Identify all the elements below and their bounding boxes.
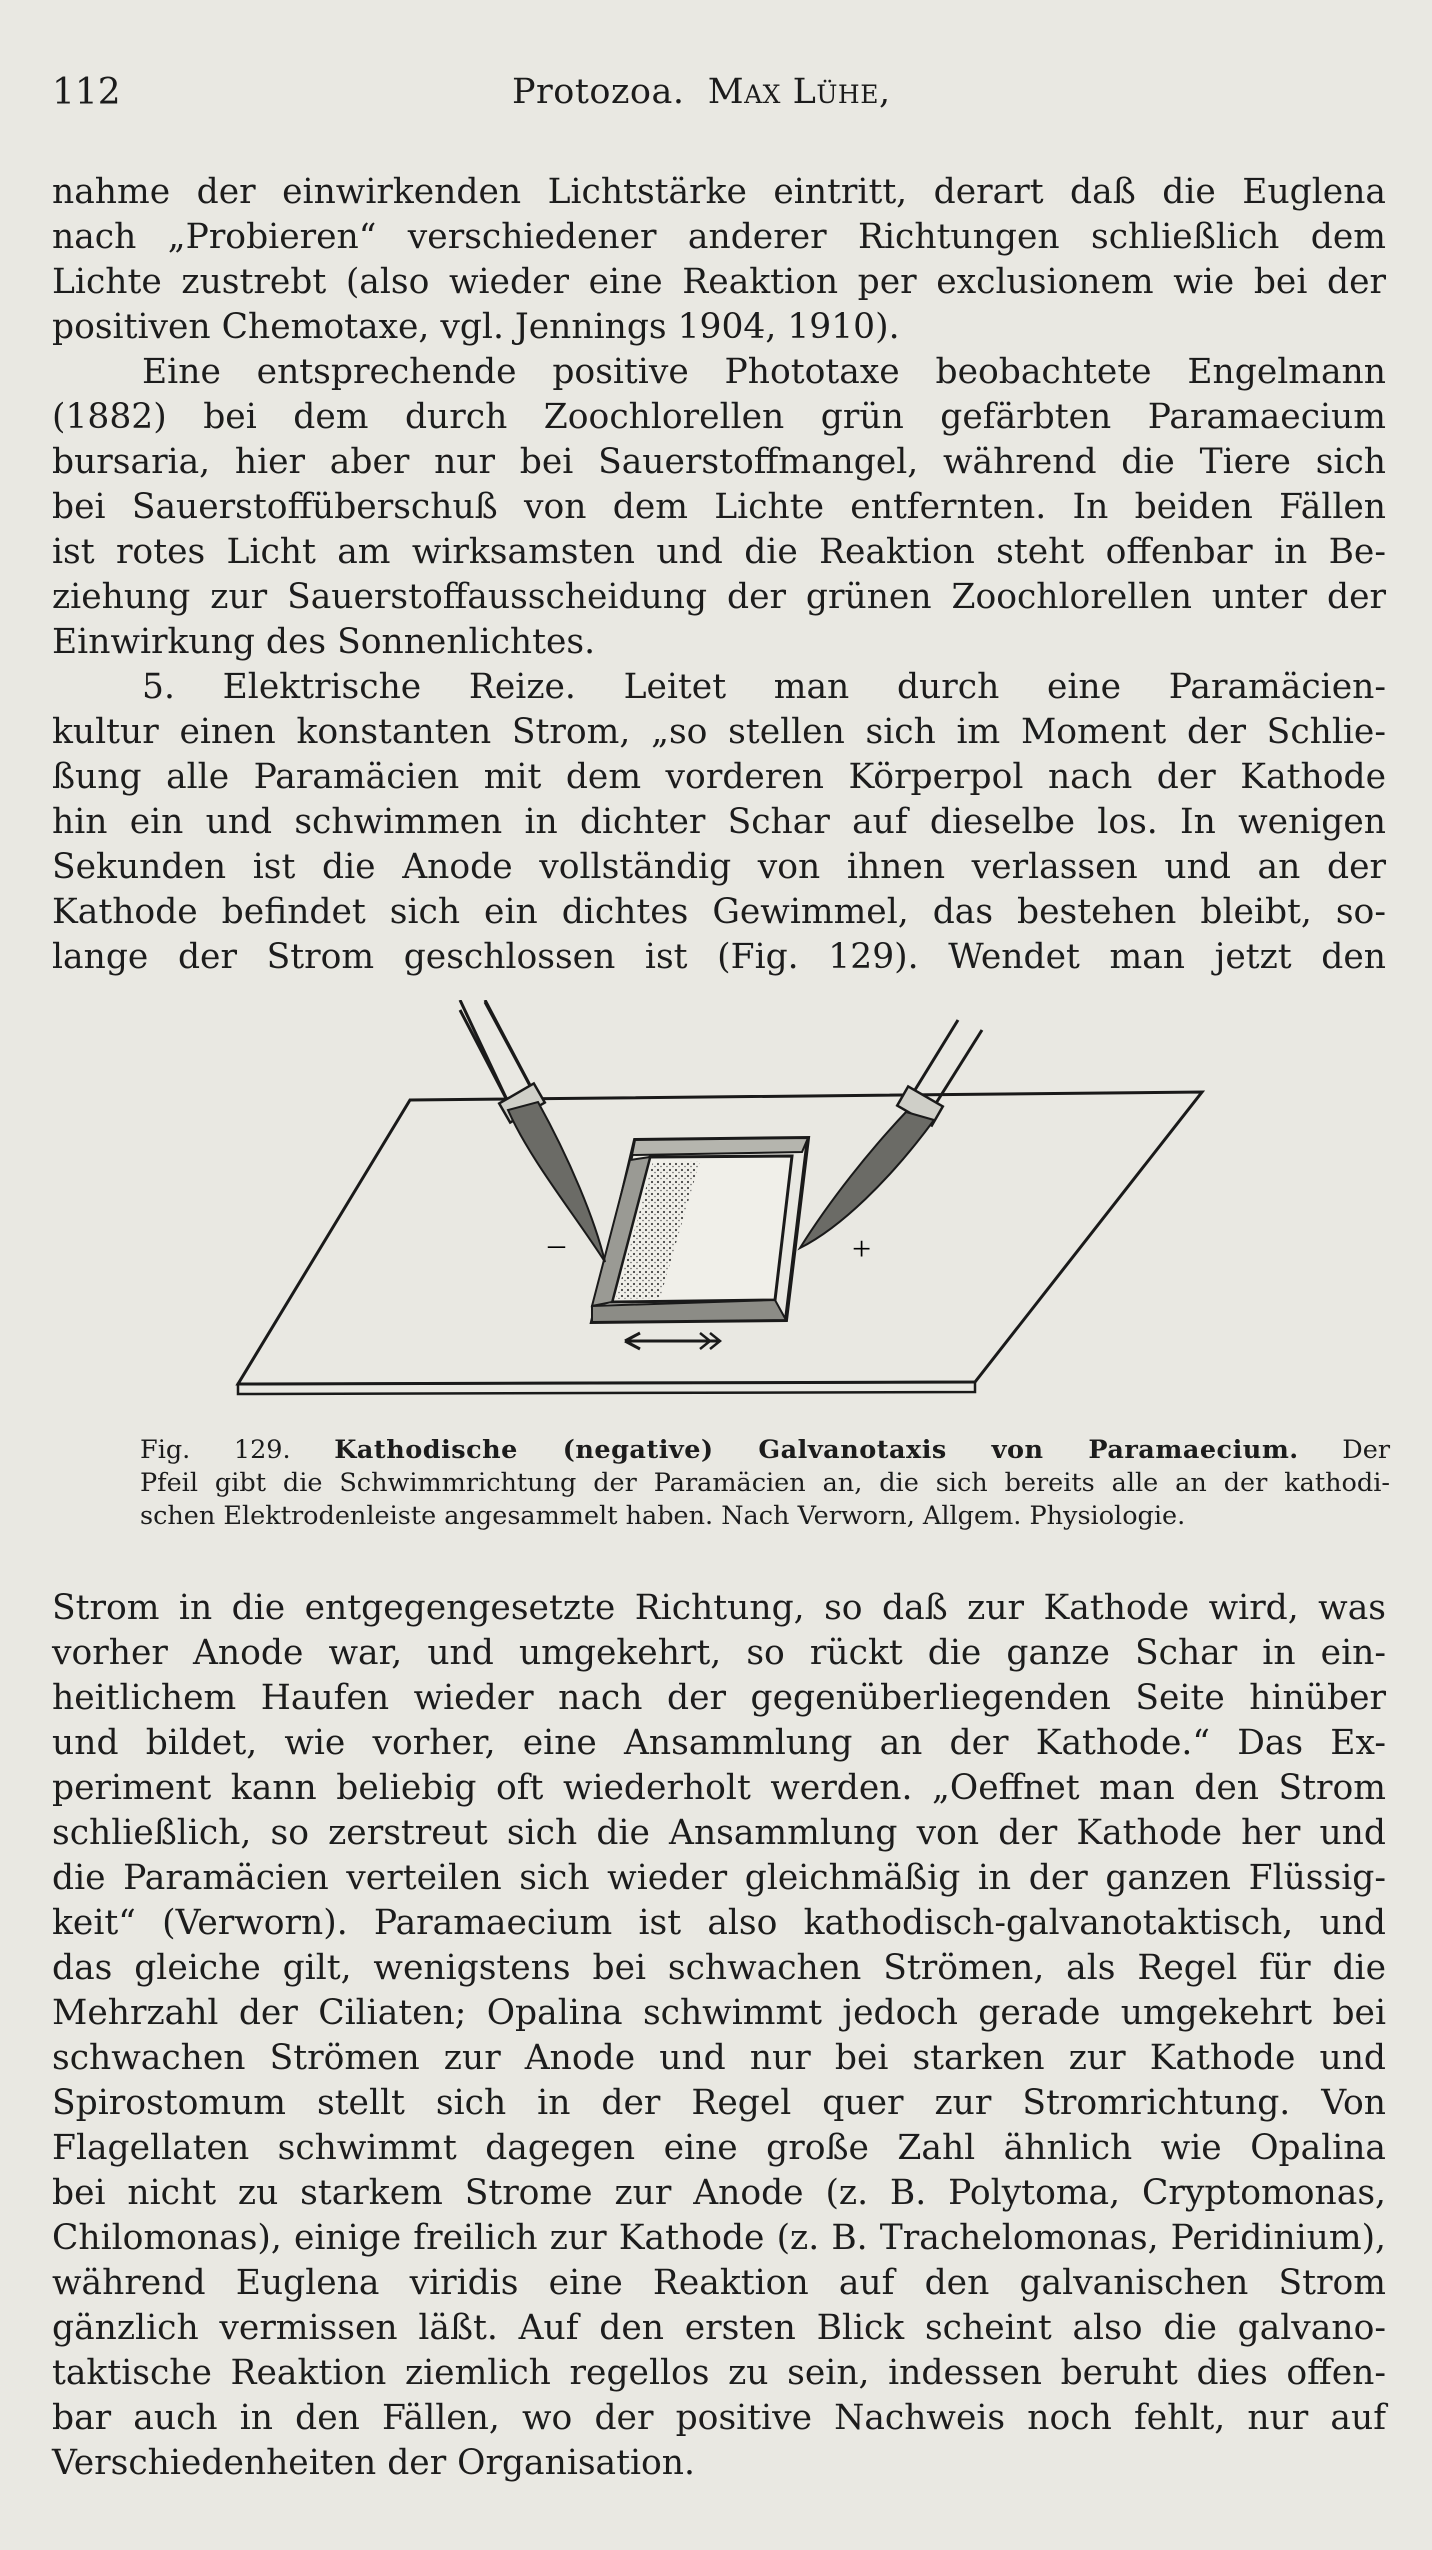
electrode-brush-right <box>800 1020 982 1248</box>
swim-direction-arrow <box>625 1333 720 1349</box>
text-line: und bildet, wie vorher, eine Ansammlung an der Kathode.“ Das Ex- <box>52 1723 1386 1763</box>
text-line: Lichte zustrebt (also wieder eine Reaktion per exclusionem wie bei der <box>52 262 1386 302</box>
text-line: (1882) bei dem durch Zoochlorellen grün gefärbten Paramaecium <box>52 397 1386 437</box>
text-line: keit“ (Verworn). Paramaecium ist also kathodisch-galvanotaktisch, und <box>52 1903 1386 1943</box>
text-line: ßung alle Paramäcien mit dem vorderen Körperpol nach der Kathode <box>52 757 1386 797</box>
text-line: nahme der einwirkenden Lichtstärke eintritt, derart daß die Euglena <box>52 172 1386 212</box>
plus-sign: + <box>852 1231 872 1268</box>
text-line: heitlichem Haufen wieder nach der gegenüberliegenden Seite hinüber <box>52 1678 1386 1718</box>
text-line: schließlich, so zerstreut sich die Ansammlung von der Kathode her und <box>52 1813 1386 1853</box>
text-line: Eine entsprechende positive Phototaxe beobachtete Engelmann <box>142 352 1386 392</box>
culture-chamber <box>592 1138 808 1322</box>
text-line: kultur einen konstanten Strom, „so stellen sich im Moment der Schlie- <box>52 712 1386 752</box>
running-head <box>512 72 891 112</box>
running-header <box>52 72 1380 122</box>
text-line: Einwirkung des Sonnenlichtes. <box>52 622 596 662</box>
text-line: bei Sauerstoffüberschuß von dem Lichte entfernten. In beiden Fällen <box>52 487 1386 527</box>
text-line: Flagellaten schwimmt dagegen eine große Zahl ähnlich wie Opalina <box>52 2128 1386 2168</box>
text-line: Kathode befindet sich ein dichtes Gewimmel, das bestehen bleibt, so- <box>52 892 1386 932</box>
caption-figure-label: Fig. 129. <box>140 1435 291 1465</box>
text-line: das gleiche gilt, wenigstens bei schwachen Strömen, als Regel für die <box>52 1948 1386 1988</box>
figure-caption <box>140 1434 1390 1533</box>
body-text-bottom <box>52 1586 1386 2486</box>
body-text-top <box>52 170 1386 980</box>
running-head-author: Max Lühe, <box>707 72 891 112</box>
text-line: gänzlich vermissen läßt. Auf den ersten Blick scheint also die galvano- <box>52 2308 1386 2348</box>
text-line: Spirostomum stellt sich in der Regel quer zur Stromrichtung. Von <box>52 2083 1386 2123</box>
minus-sign: – <box>548 1226 565 1263</box>
caption-line: schen Elektrodenleiste angesammelt haben. Nach Verworn, Allgem. Physiologie. <box>140 1501 1186 1531</box>
section-heading-line: 5. Elektrische Reize. Leitet man durch eine Paramäcien- <box>142 667 1386 707</box>
text-line: Sekunden ist die Anode vollständig von ihnen verlassen und an der <box>52 847 1386 887</box>
figure-galvanotaxis-illustration <box>230 1000 1210 1420</box>
caption-text: Der <box>1342 1435 1391 1465</box>
caption-line: Pfeil gibt die Schwimmrichtung der Paramäcien an, die sich bereits alle an der kathodi- <box>140 1468 1390 1498</box>
text-line: ziehung zur Sauerstoffausscheidung der grünen Zoochlorellen unter der <box>52 577 1386 617</box>
text-line: nach „Probieren“ verschiedener anderer Richtungen schließlich dem <box>52 217 1386 257</box>
text-line: taktische Reaktion ziemlich regellos zu sein, indessen beruht dies offen- <box>52 2353 1386 2393</box>
electrode-brush-left <box>460 1000 605 1262</box>
text-line: positiven Chemotaxe, vgl. Jennings 1904, 1910). <box>52 307 900 347</box>
running-head-prefix: Protozoa. <box>512 72 685 112</box>
caption-title: Kathodische (negative) Galvanotaxis von Paramaecium. <box>334 1435 1299 1465</box>
text-line: Verschiedenheiten der Organisation. <box>52 2443 695 2483</box>
text-line: hin ein und schwimmen in dichter Schar auf dieselbe los. In wenigen <box>52 802 1386 842</box>
text-line: lange der Strom geschlossen ist (Fig. 129). Wendet man jetzt den <box>52 937 1386 977</box>
text-line: Chilomonas), einige freilich zur Kathode (z. B. Trachelomonas, Peridinium), <box>52 2218 1386 2258</box>
text-line: Mehrzahl der Ciliaten; Opalina schwimmt jedoch gerade umgekehrt bei <box>52 1993 1386 2033</box>
page-number: 112 <box>52 72 121 113</box>
text-line: periment kann beliebig oft wiederholt werden. „Oeffnet man den Strom <box>52 1768 1386 1808</box>
text-line: ist rotes Licht am wirksamsten und die Reaktion steht offenbar in Be- <box>52 532 1386 572</box>
text-line: bei nicht zu starkem Strome zur Anode (z. B. Polytoma, Cryptomonas, <box>52 2173 1386 2213</box>
text-line: vorher Anode war, und umgekehrt, so rückt die ganze Schar in ein- <box>52 1633 1386 1673</box>
text-line: während Euglena viridis eine Reaktion auf den galvanischen Strom <box>52 2263 1386 2303</box>
caption-line <box>140 1434 1390 1467</box>
text-line: die Paramäcien verteilen sich wieder gleichmäßig in der ganzen Flüssig- <box>52 1858 1386 1898</box>
text-line: Strom in die entgegengesetzte Richtung, so daß zur Kathode wird, was <box>52 1588 1386 1628</box>
text-line: bursaria, hier aber nur bei Sauerstoffmangel, während die Tiere sich <box>52 442 1386 482</box>
text-line: schwachen Strömen zur Anode und nur bei starken zur Kathode und <box>52 2038 1386 2078</box>
text-line: bar auch in den Fällen, wo der positive Nachweis noch fehlt, nur auf <box>52 2398 1386 2438</box>
